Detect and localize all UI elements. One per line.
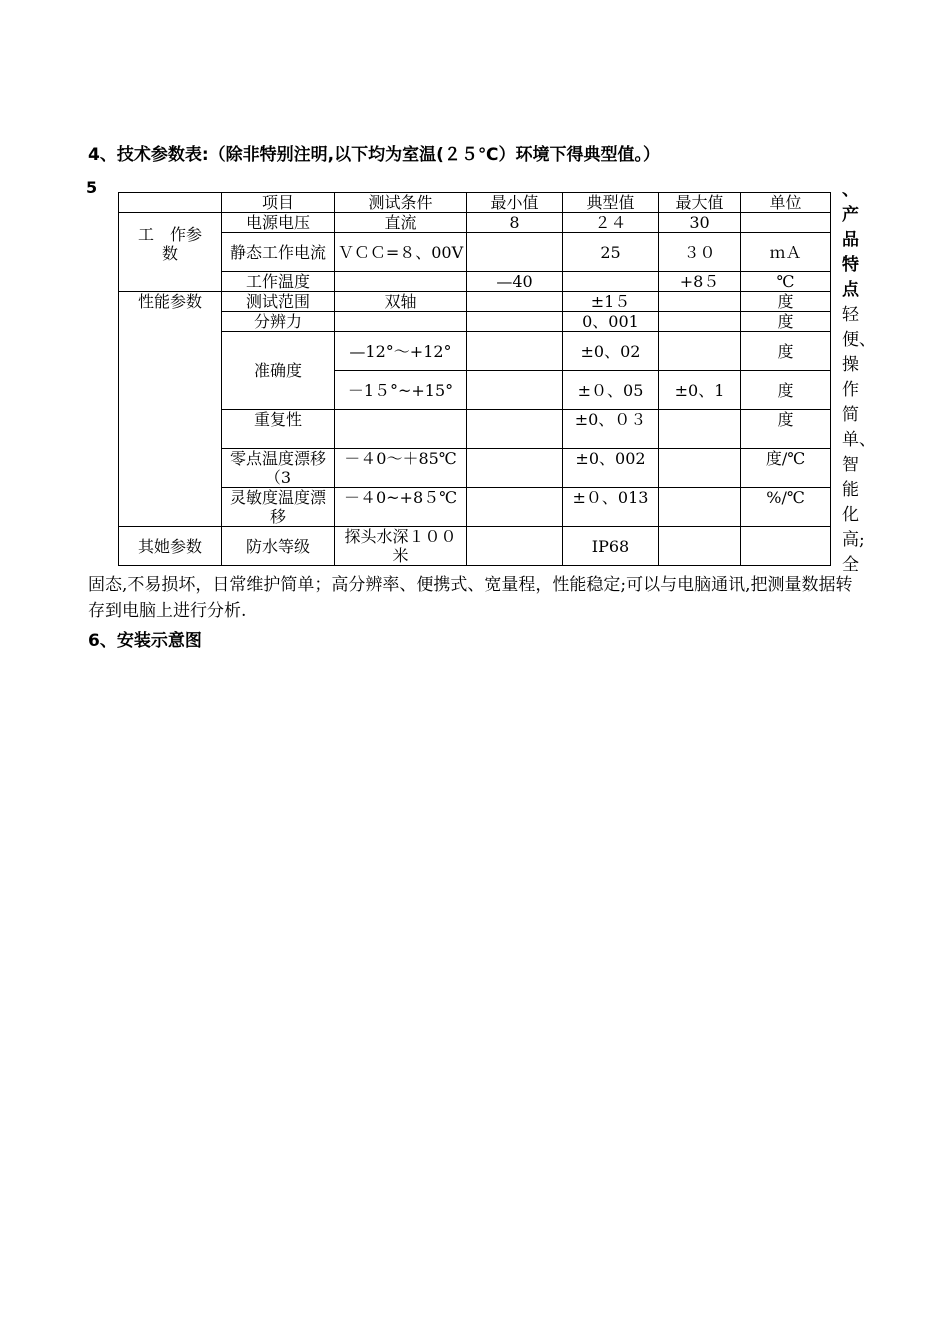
vertical-char: 化	[842, 505, 859, 525]
vertical-char: 智	[842, 455, 859, 475]
cell-typ: IP68	[563, 527, 659, 566]
header-cell: 典型值	[563, 193, 659, 213]
cell-max: +8５	[659, 272, 741, 292]
section-5-number: 5	[86, 178, 98, 197]
cell-cond	[335, 272, 467, 292]
table-row	[119, 272, 831, 292]
spec-table	[118, 192, 831, 566]
cell-cond: －1５°~+15°	[335, 371, 467, 410]
table-row	[119, 233, 831, 272]
cell-min	[467, 449, 563, 488]
table-header-row	[119, 193, 831, 213]
cell-unit: 度	[741, 371, 831, 410]
cell-typ: ２４	[563, 213, 659, 233]
vertical-char: 作	[842, 380, 859, 400]
cell-unit	[741, 527, 831, 566]
cell-min	[467, 488, 563, 527]
cell-cond: —12°～+12°	[335, 332, 467, 371]
cell-max	[659, 332, 741, 371]
vertical-char: 能	[842, 480, 859, 500]
cell-unit: 度	[741, 292, 831, 312]
table-row	[119, 488, 831, 527]
cell-min	[467, 312, 563, 332]
cell-item: 工作温度	[222, 272, 335, 292]
vertical-char: 特	[842, 255, 859, 275]
cell-item: 灵敏度温度漂移	[222, 488, 335, 527]
cell-max: ±0、1	[659, 371, 741, 410]
cell-item: 重复性	[222, 410, 335, 449]
vertical-char: 点	[842, 280, 859, 300]
vertical-char: 单、	[842, 430, 876, 450]
vertical-char: 操	[842, 355, 859, 375]
cell-max: ３０	[659, 233, 741, 272]
cell-item: 准确度	[222, 332, 335, 410]
cell-min: 8	[467, 213, 563, 233]
header-cell: 测试条件	[335, 193, 467, 213]
cell-item: 测试范围	[222, 292, 335, 312]
cell-typ: ±0、02	[563, 332, 659, 371]
cell-cond: 双轴	[335, 292, 467, 312]
cell-item: 零点温度漂移（3	[222, 449, 335, 488]
header-cell: 最大值	[659, 193, 741, 213]
vertical-char: 品	[842, 230, 859, 250]
cell-min	[467, 332, 563, 371]
cell-max: 30	[659, 213, 741, 233]
group-other-params: 其她参数	[119, 527, 222, 566]
header-cell	[119, 193, 222, 213]
cell-typ: ±1５	[563, 292, 659, 312]
cell-cond: 直流	[335, 213, 467, 233]
cell-typ	[563, 272, 659, 292]
vertical-char: 轻	[842, 305, 859, 325]
cell-cond	[335, 312, 467, 332]
cell-unit: 度	[741, 410, 831, 449]
cell-item: 防水等级	[222, 527, 335, 566]
cell-item: 静态工作电流	[222, 233, 335, 272]
cell-min	[467, 233, 563, 272]
cell-unit: 度	[741, 312, 831, 332]
cell-max	[659, 527, 741, 566]
cell-unit: ℃	[741, 272, 831, 292]
table-row	[119, 332, 831, 371]
table-row	[119, 410, 831, 449]
cell-min	[467, 527, 563, 566]
cell-max	[659, 292, 741, 312]
cell-min	[467, 292, 563, 312]
cell-cond: ＶＣＣ=８、00V	[335, 233, 467, 272]
cell-cond	[335, 410, 467, 449]
cell-max	[659, 312, 741, 332]
table-row	[119, 527, 831, 566]
cell-max	[659, 410, 741, 449]
cell-max	[659, 449, 741, 488]
cell-typ: ±０、013	[563, 488, 659, 527]
cell-unit	[741, 213, 831, 233]
header-cell: 项目	[222, 193, 335, 213]
product-features-paragraph: 固态,不易损坏，日常维护简单；高分辨率、便携式、宽量程，性能稳定;可以与电脑通讯,把测量数据转存到电脑上进行分析.	[88, 575, 853, 621]
table-row	[119, 312, 831, 332]
vertical-char: 简	[842, 405, 859, 425]
cell-typ: ±0、002	[563, 449, 659, 488]
cell-min: —40	[467, 272, 563, 292]
cell-item: 电源电压	[222, 213, 335, 233]
header-cell: 最小值	[467, 193, 563, 213]
vertical-char: 产	[842, 205, 859, 225]
vertical-char: 全	[842, 555, 859, 575]
vertical-char: 高;	[842, 530, 865, 550]
table-row	[119, 292, 831, 312]
cell-cond: －４0~+8５℃	[335, 488, 467, 527]
section-6-heading: 6、安装示意图	[88, 631, 202, 651]
vertical-char: 、	[842, 180, 859, 200]
cell-cond: －４0～＋85℃	[335, 449, 467, 488]
cell-unit: 度	[741, 332, 831, 371]
group-work-params: 工 作参 数	[119, 213, 222, 292]
cell-item: 分辨力	[222, 312, 335, 332]
cell-unit: ｍＡ	[741, 233, 831, 272]
cell-unit: %/℃	[741, 488, 831, 527]
vertical-char: 便、	[842, 330, 876, 350]
cell-typ: ±0、０３	[563, 410, 659, 449]
cell-unit: 度/℃	[741, 449, 831, 488]
cell-min	[467, 410, 563, 449]
group-perf-params: 性能参数	[119, 292, 222, 527]
section-4-heading: 4、技术参数表:（除非特别注明,以下均为室温(２５℃）环境下得典型值。）	[88, 145, 660, 165]
cell-cond: 探头水深１００米	[335, 527, 467, 566]
header-cell: 单位	[741, 193, 831, 213]
cell-typ: 0、001	[563, 312, 659, 332]
cell-min	[467, 371, 563, 410]
table-row	[119, 213, 831, 233]
cell-typ: 25	[563, 233, 659, 272]
cell-typ: ±０、05	[563, 371, 659, 410]
product-features-vertical-text	[842, 178, 876, 578]
cell-max	[659, 488, 741, 527]
table-row	[119, 449, 831, 488]
